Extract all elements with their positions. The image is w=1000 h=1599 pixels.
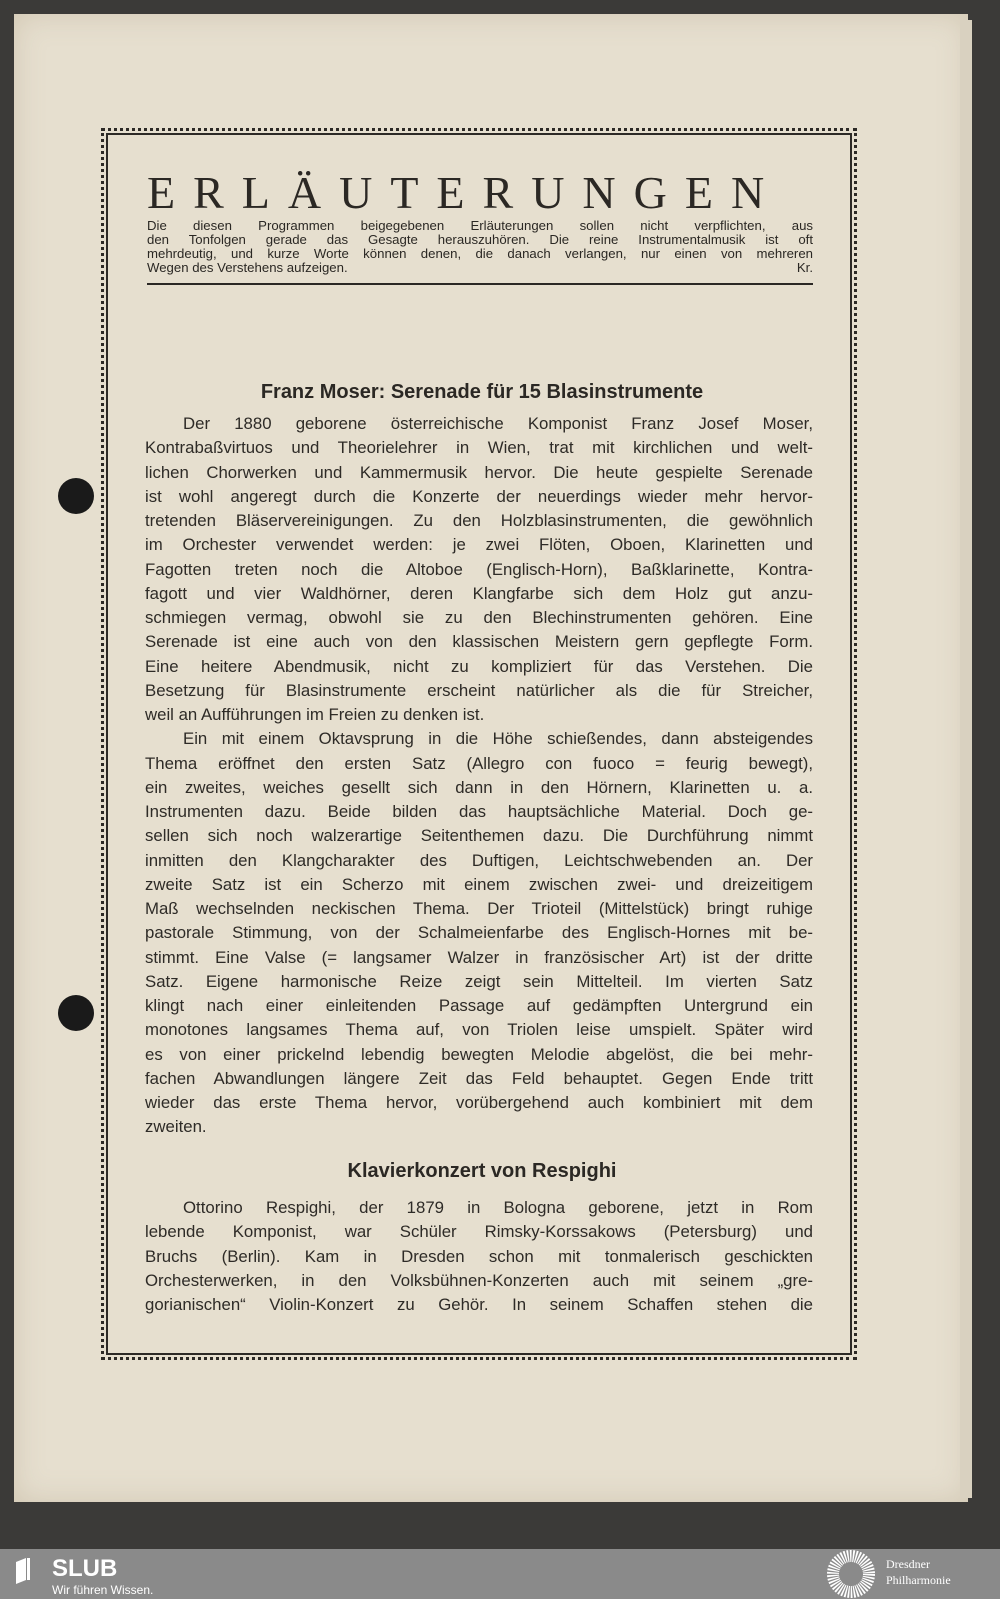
text-line: Satz. Eigene harmonische Reize zeigt sein Mittelteil. Im vierten Satz [145, 971, 813, 991]
text-line: Ottorino Respighi, der 1879 in Bologna geborene, jetzt in Rom [183, 1198, 813, 1217]
section-body [145, 1196, 813, 1317]
punch-hole [58, 478, 94, 514]
text-line: ein zweites, weiches gesellt sich dann in den Hörnern, Klarinetten u. a. [145, 777, 813, 797]
intro-line: Die diesen Programmen beigegebenen Erläuterungen sollen nicht verpflichten, aus [147, 218, 813, 233]
page-title: ERLÄUTERUNGEN [147, 167, 783, 218]
intro-text [147, 219, 813, 275]
text-line: im Orchester verwendet werden: je zwei Flöten, Oboen, Klarinetten und [145, 535, 813, 555]
text-line: Besetzung für Blasinstrumente erscheint natürlicher als die für Streicher, [145, 680, 813, 700]
sunburst-icon [826, 1549, 876, 1599]
text-line: zweite Satz ist ein Scherzo mit einem zwischen zwei- und dreizeitigem [145, 874, 813, 894]
text-line: lebende Komponist, war Schüler Rimsky-Korssakows (Petersburg) und [145, 1222, 813, 1242]
signature: Kr. [796, 260, 813, 275]
text-line: klingt nach einer einleitenden Passage auf gedämpften Untergrund ein [145, 996, 813, 1015]
text-line: fagott und vier Waldhörner, deren Klangfarbe sich dem Holz gut anzu- [145, 583, 813, 603]
slub-brand: SLUB [52, 1555, 118, 1582]
text-line: Instrumenten dazu. Beide bilden das hauptsächliche Material. Doch ge- [145, 802, 813, 821]
text-line: lichen Chorwerken und Kammermusik hervor. Die heute gespielte Serenade [145, 462, 813, 482]
footer-bar [0, 1549, 1000, 1599]
intro-line: mehrdeutig, und kurze Worte können denen, die danach verlangen, nur einen von mehreren [147, 246, 813, 261]
text-line: Ein mit einem Oktavsprung in die Höhe schießendes, dann absteigendes [183, 729, 813, 749]
text-line: stimmt. Eine Valse (= langsamer Walzer in französischer Art) ist der dritte [145, 947, 813, 967]
text-line: tretenden Bläservereinigungen. Zu den Holzblasinstrumenten, die gewöhnlich [145, 511, 813, 530]
text-line: Orchesterwerken, in den Volksbühnen-Konzerten auch mit seinem „gre- [145, 1270, 813, 1290]
slub-tagline: Wir führen Wissen. [52, 1583, 154, 1597]
text-line: weil an Aufführungen im Freien zu denken ist. [145, 705, 485, 724]
text-line: Bruchs (Berlin). Kam in Dresden schon mit tonmalerisch geschickten [145, 1246, 813, 1266]
page-edge [960, 20, 972, 1498]
text-line: Maß wechselnden neckischen Thema. Der Trioteil (Mittelstück) bringt ruhige [145, 899, 813, 918]
text-line: Serenade ist eine auch von den klassischen Meistern gern gepflegte Form. [145, 632, 813, 652]
text-line: Fagotten treten noch die Altoboe (Englisch-Horn), Baßklarinette, Kontra- [145, 559, 813, 579]
philharmonie-line2: Philharmonie [886, 1573, 951, 1587]
book-icon [14, 1558, 32, 1584]
slub-logo[interactable] [10, 1555, 210, 1597]
intro-last-line [147, 261, 813, 275]
section-heading: Franz Moser: Serenade für 15 Blasinstrumente [260, 381, 704, 403]
text-line: pastorale Stimmung, von der Schalmeienfarbe des Englisch-Hornes mit be- [145, 923, 813, 943]
text-line: sellen sich noch walzerartige Seitenthemen dazu. Die Durchführung nimmt [145, 826, 813, 846]
text-line: zweiten. [145, 1117, 207, 1137]
text-line: Der 1880 geborene österreichische Komponist Franz Josef Moser, [183, 414, 813, 433]
philharmonie-line1: Dresdner [886, 1557, 930, 1571]
text-line: inmitten den Klangcharakter des Duftigen, Leichtschwebenden an. Der [145, 850, 813, 870]
divider [147, 283, 813, 285]
text-line: monotones langsames Thema auf, von Triolen leise umspielt. Später wird [145, 1020, 813, 1040]
punch-hole [58, 995, 94, 1031]
text-line: Thema eröffnet den ersten Satz (Allegro con fuoco = feurig bewegt), [145, 753, 813, 773]
text-line: es von einer prickelnd lebendig bewegten Melodie abgelöst, die bei mehr- [145, 1044, 813, 1064]
intro-line: Wegen des Verstehens aufzeigen. [147, 260, 348, 275]
text-line: gorianischen“ Violin-Konzert zu Gehör. In seinem Schaffen stehen die [145, 1295, 813, 1314]
philharmonie-logo[interactable] [826, 1549, 996, 1599]
section-body [145, 412, 813, 1140]
section-heading: Klavierkonzert von Respighi [347, 1160, 617, 1182]
text-line: ist wohl angeregt durch die Konzerte der neuerdings wieder mehr hervor- [145, 486, 813, 506]
text-line: Kontrabaßvirtuos und Theorielehrer in Wien, trat mit kirchlichen und welt- [145, 438, 813, 458]
text-line: wieder das erste Thema hervor, vorübergehend auch kombiniert mit dem [145, 1093, 813, 1112]
text-line: Eine heitere Abendmusik, nicht zu kompliziert für das Verstehen. Die [145, 656, 813, 676]
text-line: fachen Abwandlungen längere Zeit das Feld behauptet. Gegen Ende tritt [145, 1068, 813, 1088]
intro-line: den Tonfolgen gerade das Gesagte herauszuhören. Die reine Instrumentalmusik ist oft [147, 232, 813, 247]
text-line: schmiegen vermag, obwohl sie zu den Blechinstrumenten gehören. Eine [145, 608, 813, 627]
